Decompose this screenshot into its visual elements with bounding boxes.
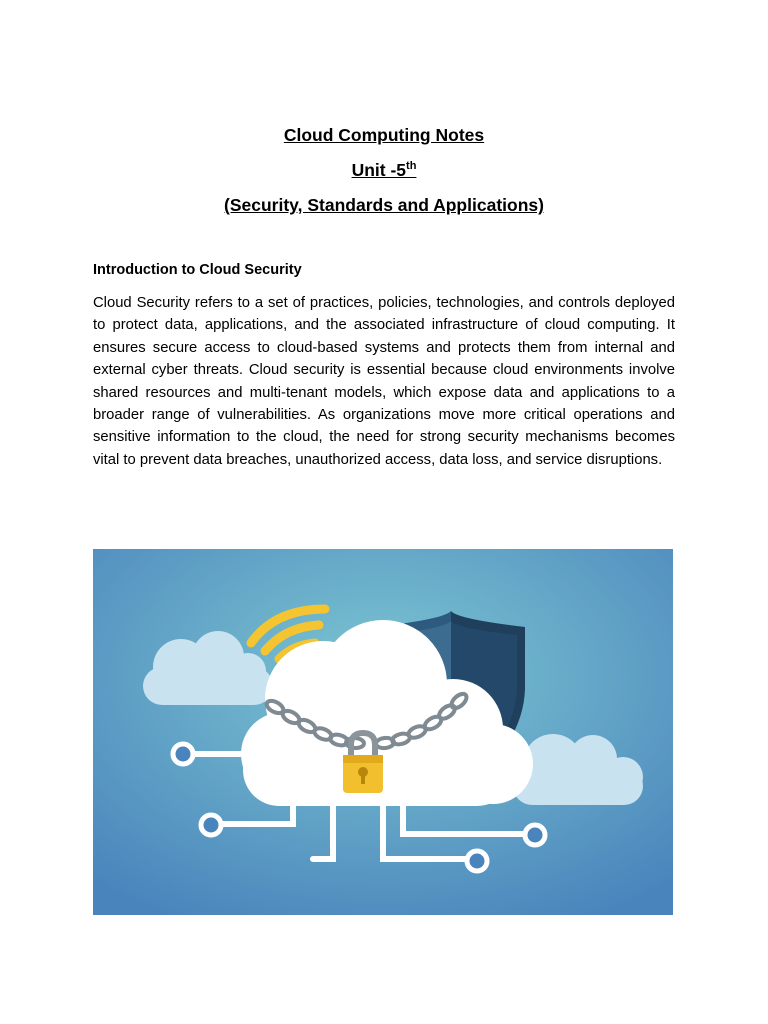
document-title: Cloud Computing Notes — [283, 125, 485, 145]
body-paragraph: Cloud Security refers to a set of practices, policies, technologies, and controls deployed to protect data, applications, and the associated infrastructure of cloud computing. It ensures secure access to cloud-based systems and protects them from internal and external cyber threats. Cloud security is essential because cloud environments involve shared resources and multi-tenant models, which expose data and applications to a broader range of vulnerabilities. As organizations move more critical operations and sensitive information to the cloud, the need for strong security mechanisms becomes vital to prevent data breaches, unauthorized access, data loss, and service disruptions. — [93, 295, 675, 468]
unit-label: Unit -5 — [351, 160, 407, 180]
document-subtitle: (Security, Standards and Applications) — [224, 195, 544, 215]
cloud-security-illustration — [93, 549, 673, 915]
unit-heading — [0, 153, 768, 188]
section-heading: Introduction to Cloud Security — [93, 262, 302, 278]
unit-superscript: th — [406, 160, 417, 173]
illustration-svg — [93, 549, 673, 915]
title-block — [0, 118, 768, 223]
